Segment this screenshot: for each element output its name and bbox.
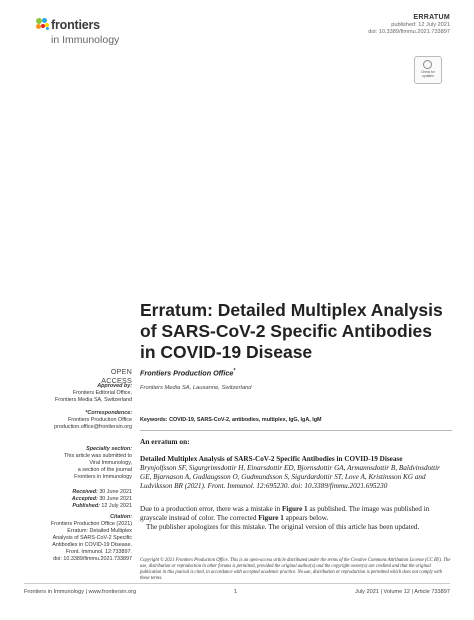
- published-date-side: 12 July 2021: [101, 503, 132, 509]
- accepted-row: [40, 496, 132, 503]
- citation-line-6[interactable]: doi: 10.3389/fimmu.2021.733897: [53, 556, 132, 562]
- article-doi[interactable]: doi: 10.3389/fimmu.2021.733897: [368, 29, 450, 36]
- author: [140, 368, 235, 377]
- specialty-line-3: a section of the journal: [77, 467, 132, 473]
- dates-block: [40, 489, 132, 510]
- article-title: Erratum: Detailed Multiplex Analysis of SARS-CoV-2 Specific Antibodies in COVID-19 Disease: [140, 300, 443, 362]
- journal-brand: frontiers: [51, 18, 100, 32]
- keywords-list: COVID-19, SARS-CoV-2, antibodies, multiplex, IgG, IgA, IgM: [169, 417, 322, 423]
- original-article-citation: Brynjolfsson SF, Sigurgrimsdottir H, Einarsdottir ED, Bjornsdottir GA, Armannsdottir B, Baldvinsdottir GE, Bjarnason A, Gudlaugsson O, Gudmundsson S, Sigurdardottir ST, Love A, Kristinsson KG and Ludviksson BR (2021). Front. Immunol. 12:695230. doi: 10.3389/fimmu.2021.695230: [140, 464, 440, 490]
- original-article-title[interactable]: Detailed Multiplex Analysis of SARS-CoV-2 Specific Antibodies in COVID-19 Disease: [140, 455, 403, 463]
- correspondence-block: [40, 410, 132, 431]
- footer-article-info: July 2021 | Volume 12 | Article 733897: [355, 589, 450, 595]
- journal-subtitle: in Immunology: [51, 34, 120, 46]
- erratum-heading: An erratum on:: [140, 437, 190, 446]
- article-type: ERRATUM: [413, 14, 450, 21]
- specialty-section-block: [40, 446, 132, 481]
- citation-line-3: Analysis of SARS-CoV-2 Specific: [52, 535, 132, 541]
- published-date: published: 12 July 2021: [391, 22, 450, 29]
- affiliation: Frontiers Media SA, Lausanne, Switzerland: [140, 385, 252, 391]
- specialty-line-2: Viral Immunology,: [89, 460, 132, 466]
- journal-logo[interactable]: [36, 16, 146, 50]
- keywords-label: Keywords:: [140, 417, 168, 423]
- author-mark: *: [233, 368, 236, 374]
- para1-text-a: Due to a production error, there was a mistake in: [140, 505, 283, 513]
- citation-block: [40, 514, 132, 563]
- check-for-updates-button[interactable]: [414, 56, 442, 84]
- specialty-line-1: This article was submitted to: [63, 453, 132, 459]
- badge-text-2: updates: [422, 73, 434, 78]
- correspondence-name: Frontiers Production Office: [67, 417, 132, 423]
- frontiers-logo-icon: [36, 18, 50, 32]
- para1-text-c: appears below.: [283, 514, 329, 522]
- approved-by-block: [40, 383, 132, 404]
- divider: [140, 430, 452, 431]
- article-meta-header: [368, 14, 450, 37]
- received-date: 30 June 2021: [99, 489, 132, 495]
- accepted-label: Accepted:: [71, 496, 98, 502]
- open-access-label: OPEN ACCESS: [101, 367, 132, 385]
- correspondence-email[interactable]: production.office@frontiersin.org: [54, 424, 132, 430]
- figure-1-link[interactable]: Figure 1: [282, 505, 308, 513]
- figure-1-link-2[interactable]: Figure 1: [258, 514, 284, 522]
- author-name: Frontiers Production Office: [140, 368, 234, 378]
- page-number: 1: [234, 589, 238, 595]
- published-row: [40, 503, 132, 510]
- correction-paragraph: [140, 505, 452, 523]
- received-row: [40, 489, 132, 496]
- footer-divider: [24, 583, 450, 584]
- badge-text-1: Check for: [421, 70, 435, 74]
- para1-text-b: as published. The image was published in grayscale instead of color. The corrected: [140, 505, 430, 522]
- citation-line-5: Front. Immunol. 12:733897.: [65, 549, 132, 555]
- accepted-date: 30 June 2021: [99, 496, 132, 502]
- citation-line-2: Erratum: Detailed Multiplex: [67, 528, 132, 534]
- approved-line-1: Frontiers Editorial Office,: [72, 390, 132, 396]
- published-label: Published:: [72, 503, 100, 509]
- approved-label: Approved by:: [97, 383, 132, 389]
- footer-journal-link[interactable]: Frontiers in Immunology | www.frontiersin.org: [24, 589, 137, 595]
- citation-line-4: Antibodies in COVID-19 Disease.: [52, 542, 132, 548]
- copyright-notice: Copyright © 2021 Frontiers Production Office. This is an open-access article distributed under the terms of the Creative Commons Attribution License (CC BY). The use, distribution or reproduction in other forums is permitted, provided the original author(s) and the copyright owner(s) are credited and that the original publication in this journal is cited, in accordance with accepted academic practice. No use, distribution or reproduction is permitted which does not comply with these terms.: [140, 558, 451, 581]
- check-updates-icon: [423, 60, 432, 69]
- apology-paragraph: The publisher apologizes for this mistake. The original version of this article has been updated.: [146, 523, 420, 531]
- citation-label: Citation:: [110, 514, 132, 520]
- correspondence-label: *Correspondence:: [85, 410, 132, 416]
- approved-line-2: Frontiers Media SA, Switzerland: [55, 397, 132, 403]
- citation-line-1: Frontiers Production Office (2021): [50, 521, 132, 527]
- specialty-line-4: Frontiers in Immunology: [74, 474, 132, 480]
- received-label: Received:: [72, 489, 98, 495]
- keywords: [140, 417, 322, 423]
- specialty-label: Specialty section:: [86, 446, 132, 452]
